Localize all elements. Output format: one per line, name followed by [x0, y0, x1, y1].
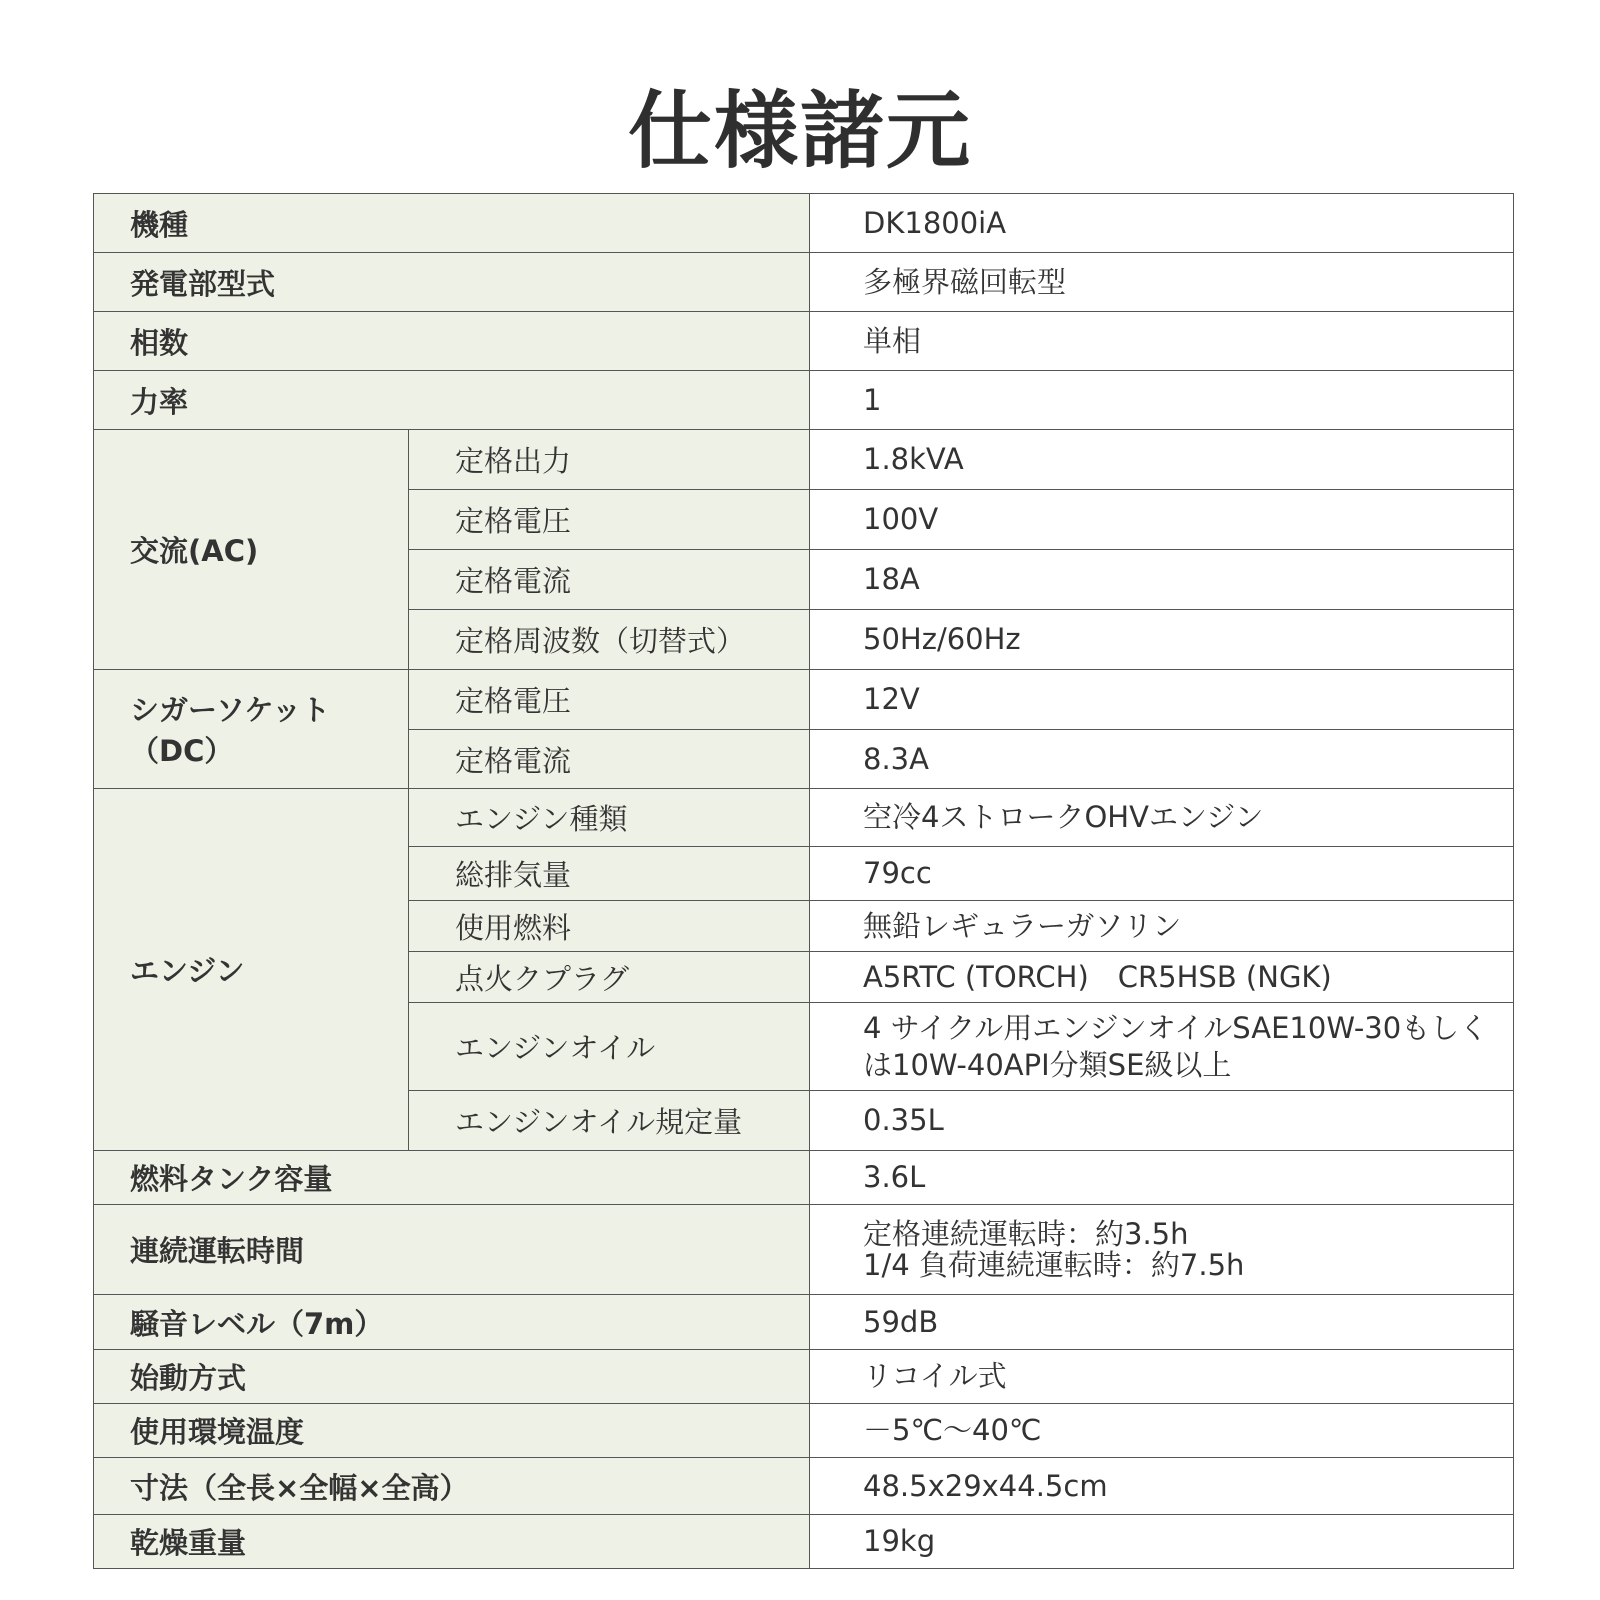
spec-row	[94, 1404, 1514, 1458]
spec-label: 乾燥重量	[94, 1515, 810, 1569]
spec-value: DK1800iA	[810, 194, 1514, 253]
spec-row	[94, 789, 1514, 847]
spec-group-label: シガーソケット（DC）	[94, 670, 409, 789]
spec-value-line: 定格連続運転時：約3.5h	[863, 1217, 1189, 1252]
spec-sublabel: 点火クプラグ	[409, 952, 810, 1003]
spec-row	[94, 670, 1514, 730]
spec-value: 単相	[810, 312, 1514, 371]
spec-row	[94, 1205, 1514, 1295]
spec-value: 多極界磁回転型	[810, 253, 1514, 312]
spec-value: 50Hz/60Hz	[810, 610, 1514, 670]
spec-sublabel: 定格出力	[409, 430, 810, 490]
spec-group-label: エンジン	[94, 789, 409, 1151]
spec-label: 使用環境温度	[94, 1404, 810, 1458]
spec-value: 無鉛レギュラーガソリン	[810, 901, 1514, 952]
page-title: 仕様諸元	[627, 82, 972, 180]
spec-value-line: 1/4 負荷連続運転時：約7.5h	[863, 1247, 1245, 1282]
spec-sublabel: 定格周波数（切替式）	[409, 610, 810, 670]
spec-value	[810, 1205, 1514, 1295]
spec-value: 12V	[810, 670, 1514, 730]
spec-value: 8.3A	[810, 730, 1514, 789]
spec-sublabel: エンジンオイル	[409, 1003, 810, 1091]
spec-label: 寸法（全長×全幅×全高）	[94, 1458, 810, 1515]
spec-sublabel: エンジンオイル規定量	[409, 1091, 810, 1151]
spec-sublabel: 総排気量	[409, 847, 810, 901]
spec-label: 力率	[94, 371, 810, 430]
spec-value-line: 4 サイクル用エンジンオイルSAE10W-30もしく	[863, 1011, 1489, 1046]
spec-value: 19kg	[810, 1515, 1514, 1569]
spec-label: 始動方式	[94, 1350, 810, 1404]
spec-sublabel: 定格電流	[409, 550, 810, 610]
spec-value	[810, 1003, 1514, 1091]
spec-row	[94, 1350, 1514, 1404]
spec-value: リコイル式	[810, 1350, 1514, 1404]
spec-sublabel: 定格電流	[409, 730, 810, 789]
spec-label: 騒音レベル（7m）	[94, 1295, 810, 1350]
spec-value: A5RTC (TORCH) CR5HSB (NGK)	[810, 952, 1514, 1003]
spec-label: 発電部型式	[94, 253, 810, 312]
spec-row	[94, 1515, 1514, 1569]
spec-label: 相数	[94, 312, 810, 371]
spec-row	[94, 1295, 1514, 1350]
spec-row	[94, 312, 1514, 371]
spec-value: 48.5x29x44.5cm	[810, 1458, 1514, 1515]
spec-row	[94, 430, 1514, 490]
spec-sublabel: 定格電圧	[409, 670, 810, 730]
spec-value: 空冷4ストロークOHVエンジン	[810, 789, 1514, 847]
spec-value: 79cc	[810, 847, 1514, 901]
spec-row	[94, 253, 1514, 312]
spec-value: 59dB	[810, 1295, 1514, 1350]
spec-sublabel: エンジン種類	[409, 789, 810, 847]
spec-value: 100V	[810, 490, 1514, 550]
spec-group-label: 交流(AC)	[94, 430, 409, 670]
spec-label: 機種	[94, 194, 810, 253]
spec-label: 連続運転時間	[94, 1205, 810, 1295]
spec-value-line: は10W-40API分類SE級以上	[863, 1047, 1232, 1082]
spec-row	[94, 371, 1514, 430]
spec-label: 燃料タンク容量	[94, 1151, 810, 1205]
spec-sublabel: 使用燃料	[409, 901, 810, 952]
spec-value: 3.6L	[810, 1151, 1514, 1205]
spec-row	[94, 1151, 1514, 1205]
spec-value: 1	[810, 371, 1514, 430]
spec-table	[93, 193, 1514, 1569]
spec-row	[94, 1458, 1514, 1515]
spec-value: 0.35L	[810, 1091, 1514, 1151]
spec-value: 1.8kVA	[810, 430, 1514, 490]
spec-value: 18A	[810, 550, 1514, 610]
spec-row	[94, 194, 1514, 253]
spec-value: －5℃～40℃	[810, 1404, 1514, 1458]
spec-sublabel: 定格電圧	[409, 490, 810, 550]
